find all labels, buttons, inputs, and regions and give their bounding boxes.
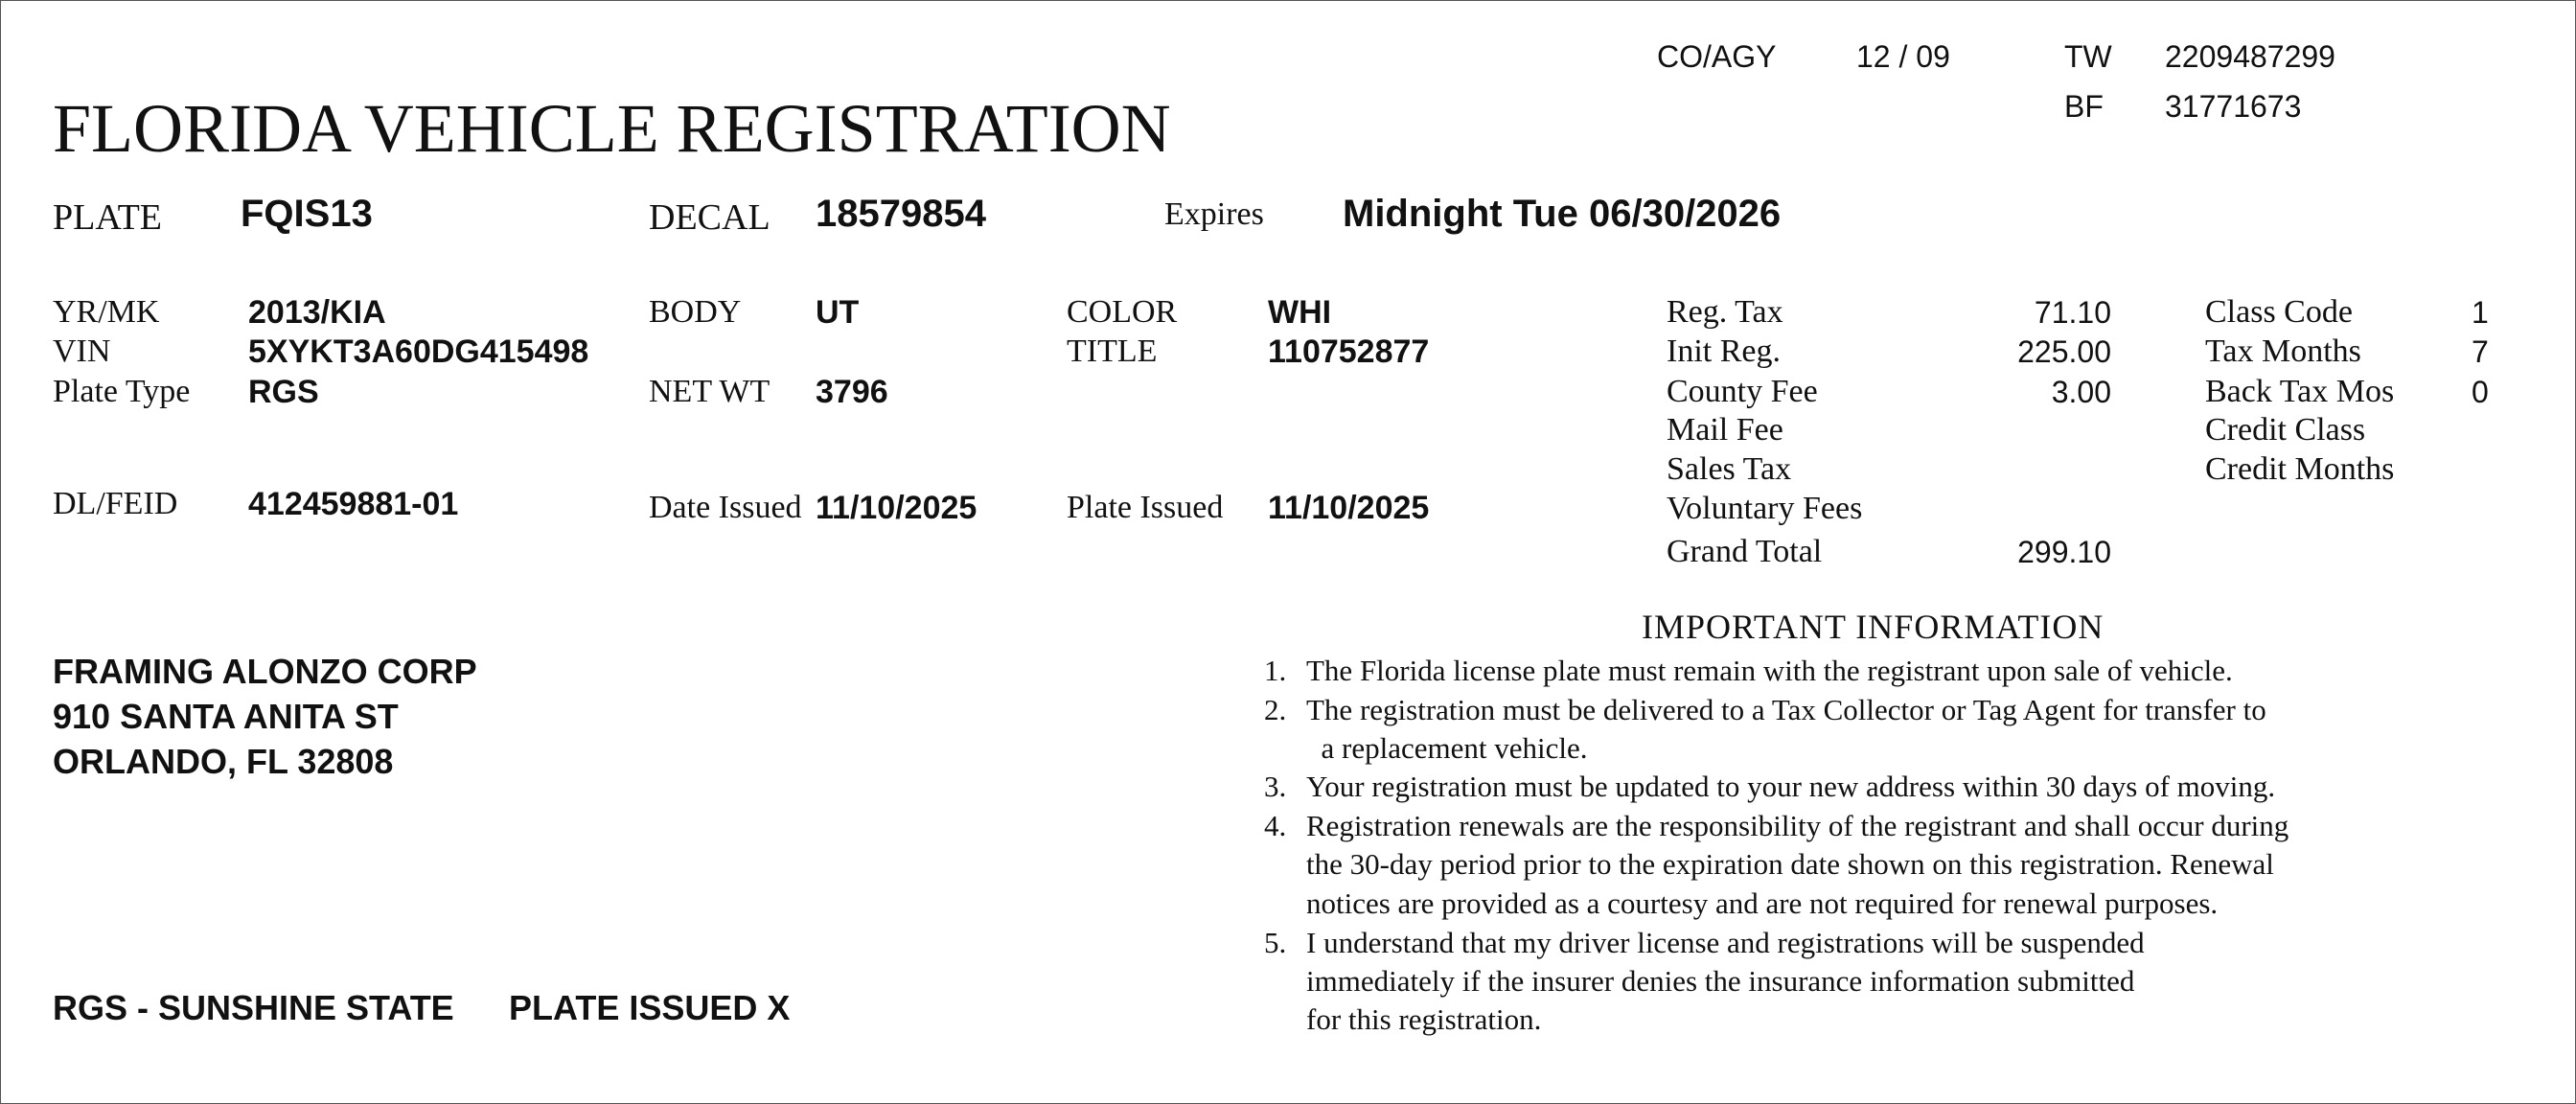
plate-issued-label: Plate Issued [1067,490,1224,525]
fee-label: Reg. Tax [1667,294,1783,330]
decal-label: DECAL [649,197,770,238]
dl-feid-value: 412459881-01 [248,486,459,522]
net-wt-value: 3796 [816,374,888,410]
fee-label: Sales Tax [1667,451,1792,487]
expires-label: Expires [1164,196,1264,232]
tw-value: 2209487299 [2165,39,2335,74]
plate-label: PLATE [53,197,162,238]
fee-label: Voluntary Fees [1667,491,1863,526]
plate-type-label: Plate Type [53,374,191,409]
class-info-label: Credit Months [2205,451,2395,487]
yrmk-value: 2013/KIA [248,294,386,331]
info-item-number: 1. [1264,654,1287,687]
info-item-line: immediately if the insurer denies the insurance information submitted [1306,964,2135,998]
info-item-line: Registration renewals are the responsibility of the registrant and shall occur during [1306,809,2289,842]
expires-value: Midnight Tue 06/30/2026 [1343,193,1782,235]
class-info-value: 0 [2472,375,2489,409]
fee-label: County Fee [1667,374,1818,409]
body-label: BODY [649,294,742,330]
class-info-value: 7 [2472,334,2489,369]
vin-value: 5XYKT3A60DG415498 [248,334,589,370]
info-item-line: I understand that my driver license and registrations will be suspended [1306,926,2145,959]
class-info-value: 1 [2472,295,2489,330]
class-info-label: Credit Class [2205,412,2366,448]
info-item-line: Your registration must be updated to your new address within 30 days of moving. [1306,770,2276,803]
co-agy-value: 12 / 09 [1856,39,1950,74]
fee-label: Init Reg. [1667,334,1781,369]
color-label: COLOR [1067,294,1178,330]
owner-name: FRAMING ALONZO CORP [53,652,477,691]
owner-city: ORLANDO, FL 32808 [53,742,394,781]
info-item-number: 4. [1264,809,1287,842]
info-item-number: 2. [1264,693,1287,726]
dl-feid-label: DL/FEID [53,486,178,521]
title-label: TITLE [1067,334,1158,369]
co-agy-label: CO/AGY [1657,39,1777,74]
plate-type-value: RGS [248,374,319,410]
yrmk-label: YR/MK [53,294,160,330]
bf-label: BF [2064,89,2104,124]
plate-value: FQIS13 [241,193,373,235]
title-value: 110752877 [1268,334,1430,370]
date-issued-value: 11/10/2025 [816,490,978,526]
fee-amount: 3.00 [2051,375,2111,409]
bf-value: 31771673 [2165,89,2302,124]
info-item-line: for this registration. [1306,1002,1542,1036]
plate-issued-footer: PLATE ISSUED X [509,988,791,1027]
tw-label: TW [2064,39,2112,74]
important-info-title: IMPORTANT INFORMATION [1642,608,2104,646]
info-item-line: a replacement vehicle. [1306,731,1588,765]
info-item-number: 3. [1264,770,1287,803]
owner-street: 910 SANTA ANITA ST [53,697,399,736]
fee-amount: 225.00 [2017,334,2111,369]
body-value: UT [816,294,860,331]
fee-label: Mail Fee [1667,412,1783,448]
class-info-label: Class Code [2205,294,2353,330]
info-item-line: The registration must be delivered to a Tax Collector or Tag Agent for transfer to [1306,693,2266,726]
info-item-line: The Florida license plate must remain with the registrant upon sale of vehicle. [1306,654,2233,687]
info-item-line: notices are provided as a courtesy and are not required for renewal purposes. [1306,886,2219,920]
plate-issued-value: 11/10/2025 [1268,490,1430,526]
color-value: WHI [1268,294,1332,331]
grand-total-label: Grand Total [1667,534,1823,569]
decal-value: 18579854 [816,193,986,235]
document-title: FLORIDA VEHICLE REGISTRATION [53,90,1171,167]
grand-total-amount: 299.10 [2017,535,2111,569]
date-issued-label: Date Issued [649,490,802,525]
plate-type-footer: RGS - SUNSHINE STATE [53,988,454,1027]
vin-label: VIN [53,334,111,369]
net-wt-label: NET WT [649,374,770,409]
class-info-label: Tax Months [2205,334,2361,369]
class-info-label: Back Tax Mos [2205,374,2395,409]
fee-amount: 71.10 [2034,295,2111,330]
info-item-line: the 30-day period prior to the expiration date shown on this registration. Renewal [1306,847,2274,881]
info-item-number: 5. [1264,926,1287,959]
